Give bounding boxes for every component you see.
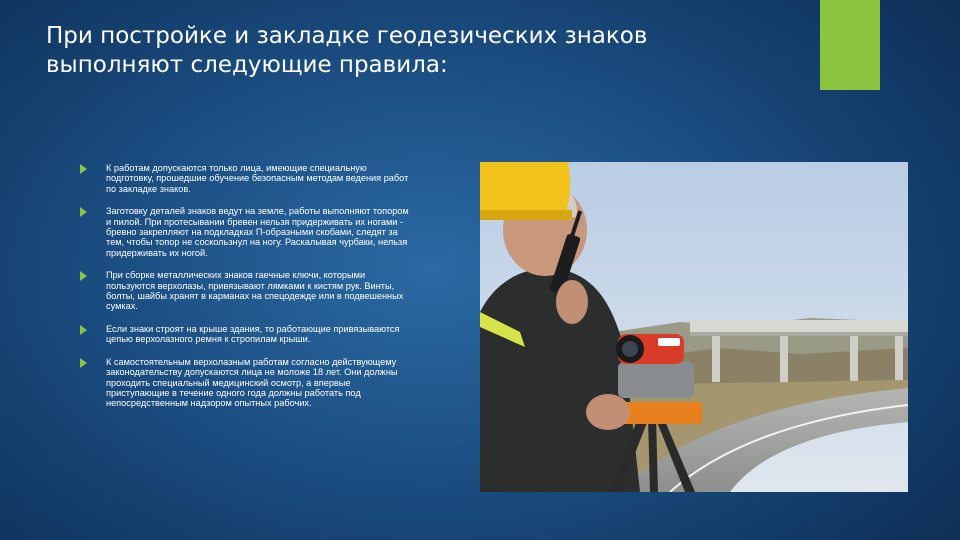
bullet-item — [80, 324, 410, 345]
bullet-text: К работам допускаются только лица, имеющие специальную подготовку, прошедшие обучение безопасным методам ведения работ по закладке знаков. — [106, 163, 409, 194]
bullet-text: Если знаки строят на крыше здания, то работающие привязываются цепью верхолазного ремня к стропилам крыши. — [106, 323, 400, 345]
bullet-item — [80, 357, 410, 409]
title-line-1: При постройке и закладке геодезических знаков — [46, 23, 648, 49]
bullet-arrow-icon — [80, 358, 87, 368]
bullet-item — [80, 163, 410, 194]
bullet-item — [80, 270, 410, 312]
bullet-list — [80, 163, 410, 409]
slide-title — [46, 22, 806, 80]
bullet-item — [80, 206, 410, 258]
bullet-text: Заготовку деталей знаков ведут на земле, работы выполняют топором и пилой. При протесывании бревен нельзя придерживать их ногами - бревно закрепляют на подкладках П-образными скобами, следят за тем, чтобы топор не соскользнул на ногу. Раскалывая чурбаки, нельзя придерживать их ногой. — [106, 206, 409, 258]
surveyor-photo — [480, 162, 908, 492]
bullet-text: При сборке металлических знаков гаечные ключи, которыми пользуются верхолазы, привязывают лямками к кистям рук. Винты, болты, шайбы хранят в карманах на спецодежде или в подвешенных сумках. — [106, 270, 404, 312]
bullet-arrow-icon — [80, 207, 87, 217]
bullet-arrow-icon — [80, 271, 87, 281]
accent-bar — [820, 0, 880, 90]
surveyor-photo-illustration — [480, 162, 908, 492]
bullet-text: К самостоятельным верхолазным работам согласно действующему законодательству допускаются лица не моложе 18 лет. Они должны проходить специальный медицинский осмотр, а впервые приступающие в течение одного года должны работать под непосредственным надзором опытных рабочих. — [106, 356, 398, 409]
title-line-2: выполняют следующие правила: — [46, 52, 448, 78]
bullet-arrow-icon — [80, 325, 87, 335]
bullet-arrow-icon — [80, 164, 87, 174]
